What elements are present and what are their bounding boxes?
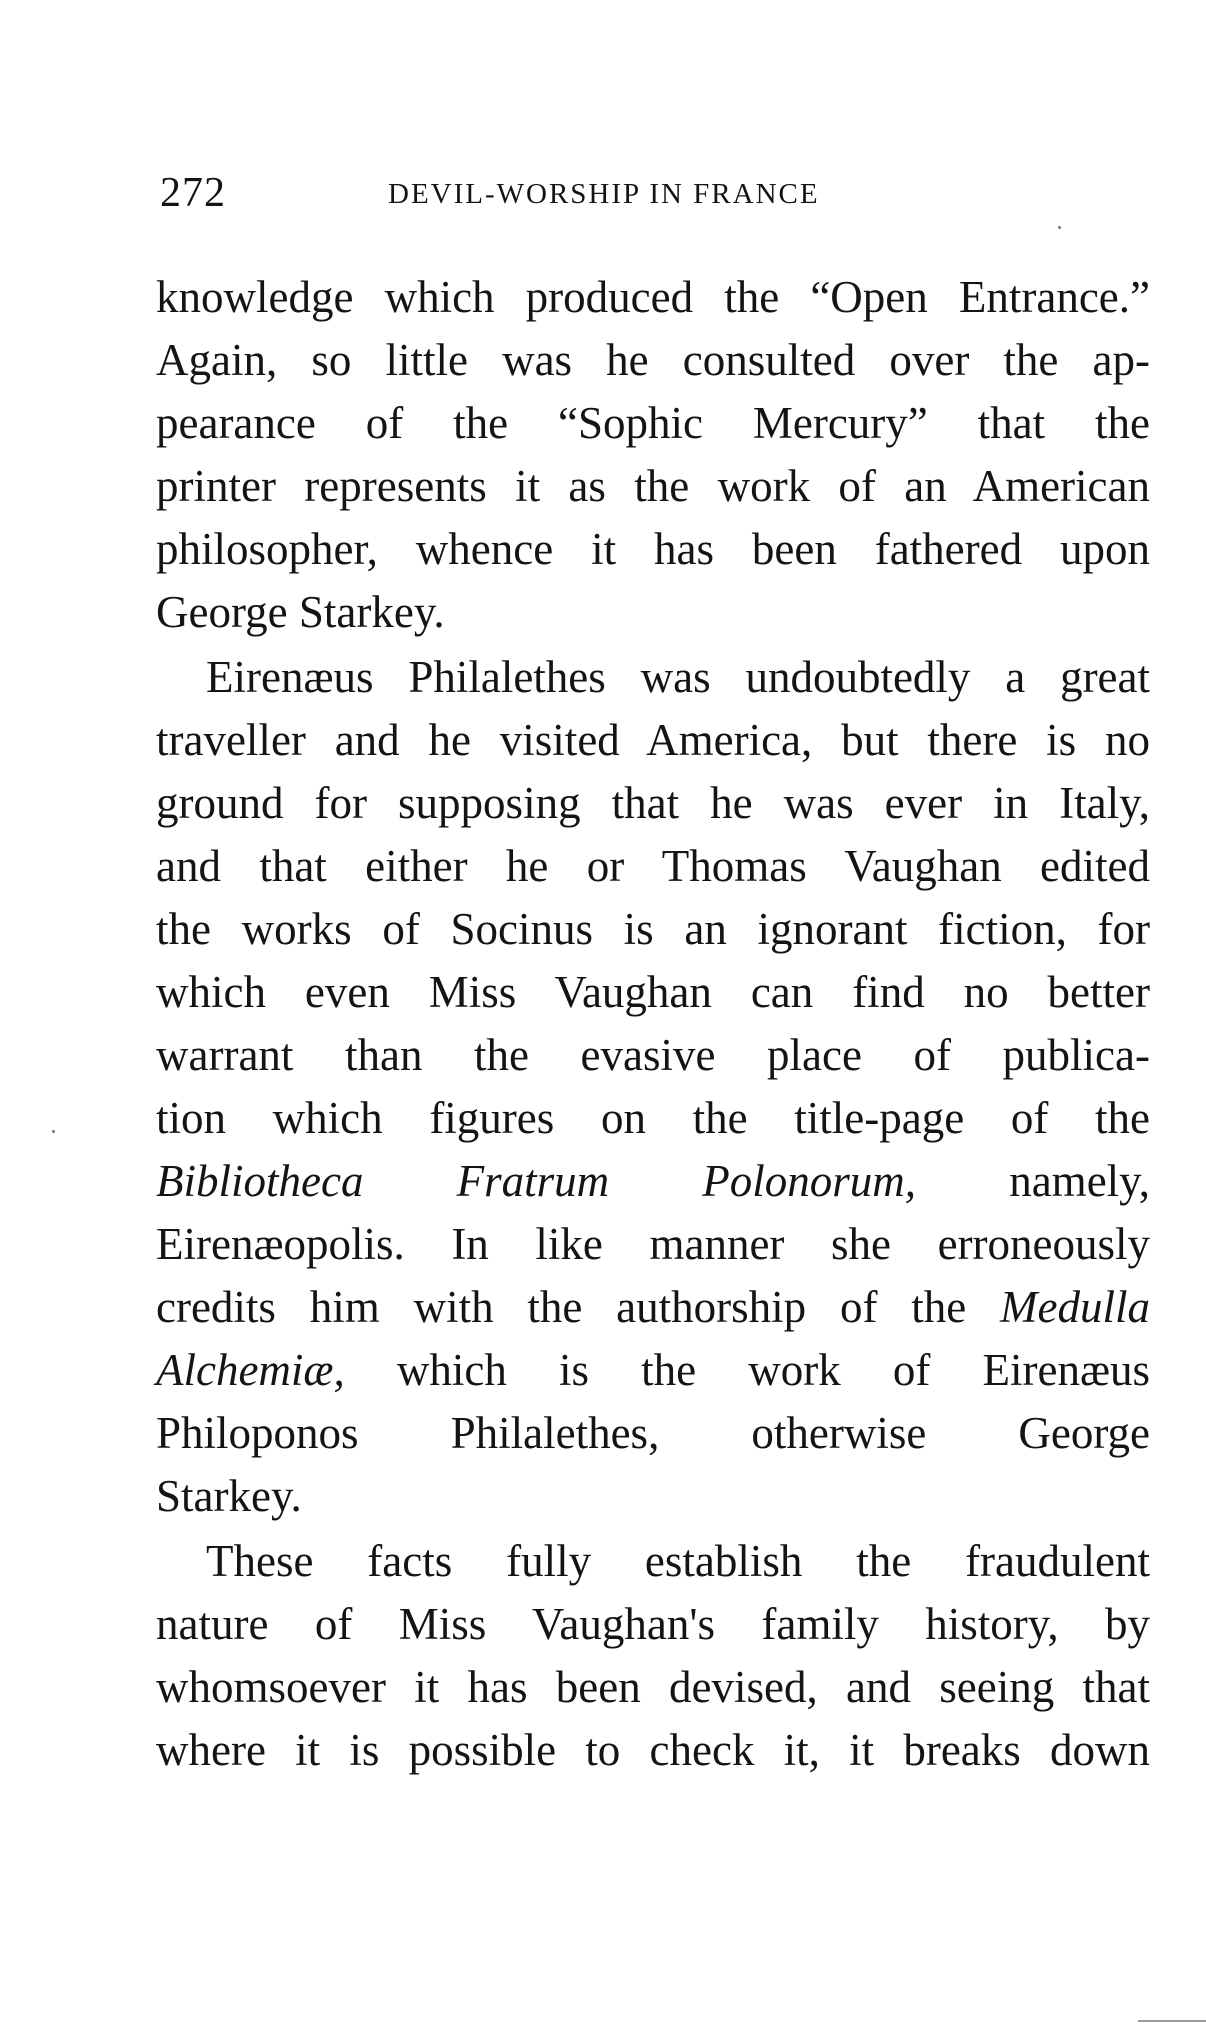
text-line: Eirenæus Philalethes was undoubtedly a great — [206, 652, 1150, 702]
text-line: tion which figures on the title-page of the — [156, 1093, 1150, 1143]
text-line: warrant than the evasive place of publica- — [156, 1030, 1150, 1080]
text-line: whomsoever it has been devised, and seeing that — [156, 1662, 1150, 1712]
text-line — [156, 1276, 1150, 1339]
text-fragment: which is the work of Eirenæus — [344, 1345, 1150, 1395]
text-line: These facts fully establish the fraudulent — [206, 1536, 1150, 1586]
italic-title: Bibliotheca Fratrum Polonorum, — [156, 1156, 917, 1206]
italic-title: Medulla — [1000, 1282, 1150, 1332]
text-line: nature of Miss Vaughan's family history, by — [156, 1599, 1150, 1649]
text-line: Starkey. — [156, 1471, 302, 1521]
text-fragment: namely, — [916, 1156, 1150, 1206]
text-line: printer represents it as the work of an American — [156, 461, 1150, 511]
running-title: DEVIL-WORSHIP IN FRANCE — [388, 178, 820, 210]
text-line: ground for supposing that he was ever in Italy, — [156, 778, 1150, 828]
page-number: 272 — [160, 170, 226, 216]
scan-edge-line — [1138, 2020, 1206, 2022]
text-line: knowledge which produced the “Open Entrance.” — [156, 272, 1150, 322]
scan-speck — [52, 1130, 55, 1133]
text-line: where it is possible to check it, it breaks down — [156, 1725, 1150, 1775]
text-line: and that either he or Thomas Vaughan edited — [156, 841, 1150, 891]
page-header — [160, 168, 940, 218]
text-line: traveller and he visited America, but there is no — [156, 715, 1150, 765]
text-line: Philoponos Philalethes, otherwise George — [156, 1408, 1150, 1458]
scan-speck — [1058, 226, 1061, 229]
text-line: pearance of the “Sophic Mercury” that the — [156, 398, 1150, 448]
text-line: philosopher, whence it has been fathered upon — [156, 524, 1150, 574]
text-line: Eirenæopolis. In like manner she erroneously — [156, 1219, 1150, 1269]
text-line: the works of Socinus is an ignorant fiction, for — [156, 904, 1150, 954]
text-fragment: credits him with the authorship of the — [156, 1282, 1001, 1332]
text-line: Again, so little was he consulted over the ap- — [156, 335, 1150, 385]
italic-title: Alchemiæ, — [156, 1345, 345, 1395]
body-text — [156, 266, 1150, 1782]
text-line — [156, 1150, 1150, 1213]
text-line: George Starkey. — [156, 587, 445, 637]
text-line: which even Miss Vaughan can find no better — [156, 967, 1150, 1017]
text-line — [156, 1339, 1150, 1402]
